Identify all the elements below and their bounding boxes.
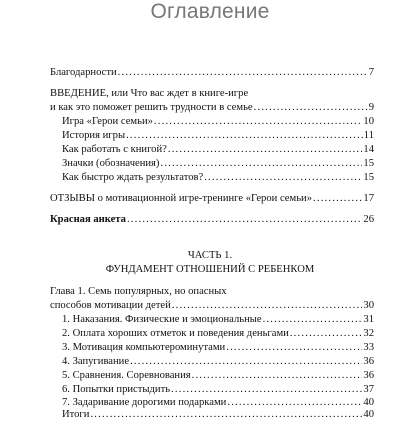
toc-entry-reviews [50,192,374,205]
dot-leader [154,115,363,128]
page-title: Оглавление [150,0,270,23]
dot-leader [130,355,362,368]
toc-entry-page: 26 [363,214,374,225]
chapter-item [62,341,374,354]
dot-leader [118,66,368,79]
chapter-item [62,369,374,382]
dot-leader [204,171,362,184]
toc-entry-label: и как это поможет решить трудности в семье [50,102,253,113]
toc-subentry-how-to-work [62,143,374,156]
chapter-item [62,408,374,421]
dot-leader [126,129,363,142]
toc-entry-page: 32 [363,328,374,339]
toc-entry-label: 4. Запугивание [62,356,130,367]
toc-entry-label: 5. Сравнения. Соревнования [62,370,191,381]
dot-leader [290,327,363,340]
toc-entry-label: 1. Наказания. Физические и эмоциональные [62,314,262,325]
toc-entry-page: 30 [363,300,374,311]
toc-entry-page: 14 [363,144,374,155]
part-title: ФУНДАМЕНТ ОТНОШЕНИЙ С РЕБЕНКОМ [105,264,315,275]
dot-leader [313,192,362,205]
toc-entry-label: Значки (обозначения) [62,158,160,169]
part-number: ЧАСТЬ 1. [187,250,233,261]
dot-leader [90,408,362,421]
dot-leader [226,341,362,354]
dot-leader [192,369,363,382]
chapter-title [50,299,374,312]
toc-entry-introduction [50,101,374,114]
toc-entry-label: Как работать с книгой? [62,144,167,155]
toc-entry-page: 31 [363,314,374,325]
toc-entry-acknowledgements [50,66,374,79]
chapter-title-line1: Глава 1. Семь популярных, но опасных [50,286,227,297]
toc-entry-page: 9 [368,102,374,113]
toc-entry-label: Как быстро ждать результатов? [62,172,204,183]
dot-leader [160,157,362,170]
toc-entry-introduction-line1: ВВЕДЕНИЕ, или Что вас ждет в книге-игре [50,88,249,99]
chapter-item [62,355,374,368]
toc-subentry-game [62,115,374,128]
toc-entry-label: Красная анкета [50,214,126,225]
toc-entry-label: Игра «Герои семьи» [62,116,153,127]
toc-entry-page: 7 [368,67,374,78]
toc-entry-page: 36 [363,356,374,367]
toc-entry-page: 15 [363,172,374,183]
toc-entry-page: 36 [363,370,374,381]
dot-leader [168,143,363,156]
toc-entry-label: 6. Попытки пристыдить [62,384,171,395]
toc-entry-label: История игры [62,130,126,141]
toc-entry-page: 37 [363,384,374,395]
toc-entry-page: 11 [363,130,374,141]
toc-entry-red-questionnaire [50,213,374,226]
toc-entry-page: 33 [363,342,374,353]
toc-entry-label: Итоги [62,409,90,420]
toc-entry-label: ОТЗЫВЫ о мотивационной игре-тренинге «Герои семьи» [50,193,313,204]
toc-entry-label: 7. Задаривание дорогими подарками [62,397,227,408]
dot-leader [127,213,362,226]
toc-entry-label: 3. Мотивация компьютероминутами [62,342,226,353]
dot-leader [171,383,362,396]
toc-subentry-icons [62,157,374,170]
toc-entry-page: 40 [363,397,374,408]
toc-subentry-results [62,171,374,184]
toc-entry-label: способов мотивации детей [50,300,171,311]
chapter-item [62,313,374,326]
toc-entry-label: 2. Оплата хороших отметок и поведения деньгами [62,328,289,339]
chapter-item [62,383,374,396]
toc-entry-page: 10 [363,116,374,127]
dot-leader [172,299,363,312]
chapter-item [62,327,374,340]
dot-leader [263,313,363,326]
toc-subentry-history [62,129,374,142]
dot-leader [254,101,368,114]
toc-entry-page: 40 [363,409,374,420]
toc-entry-label: Благодарности [50,67,117,78]
toc-entry-page: 17 [363,193,374,204]
toc-entry-page: 15 [363,158,374,169]
